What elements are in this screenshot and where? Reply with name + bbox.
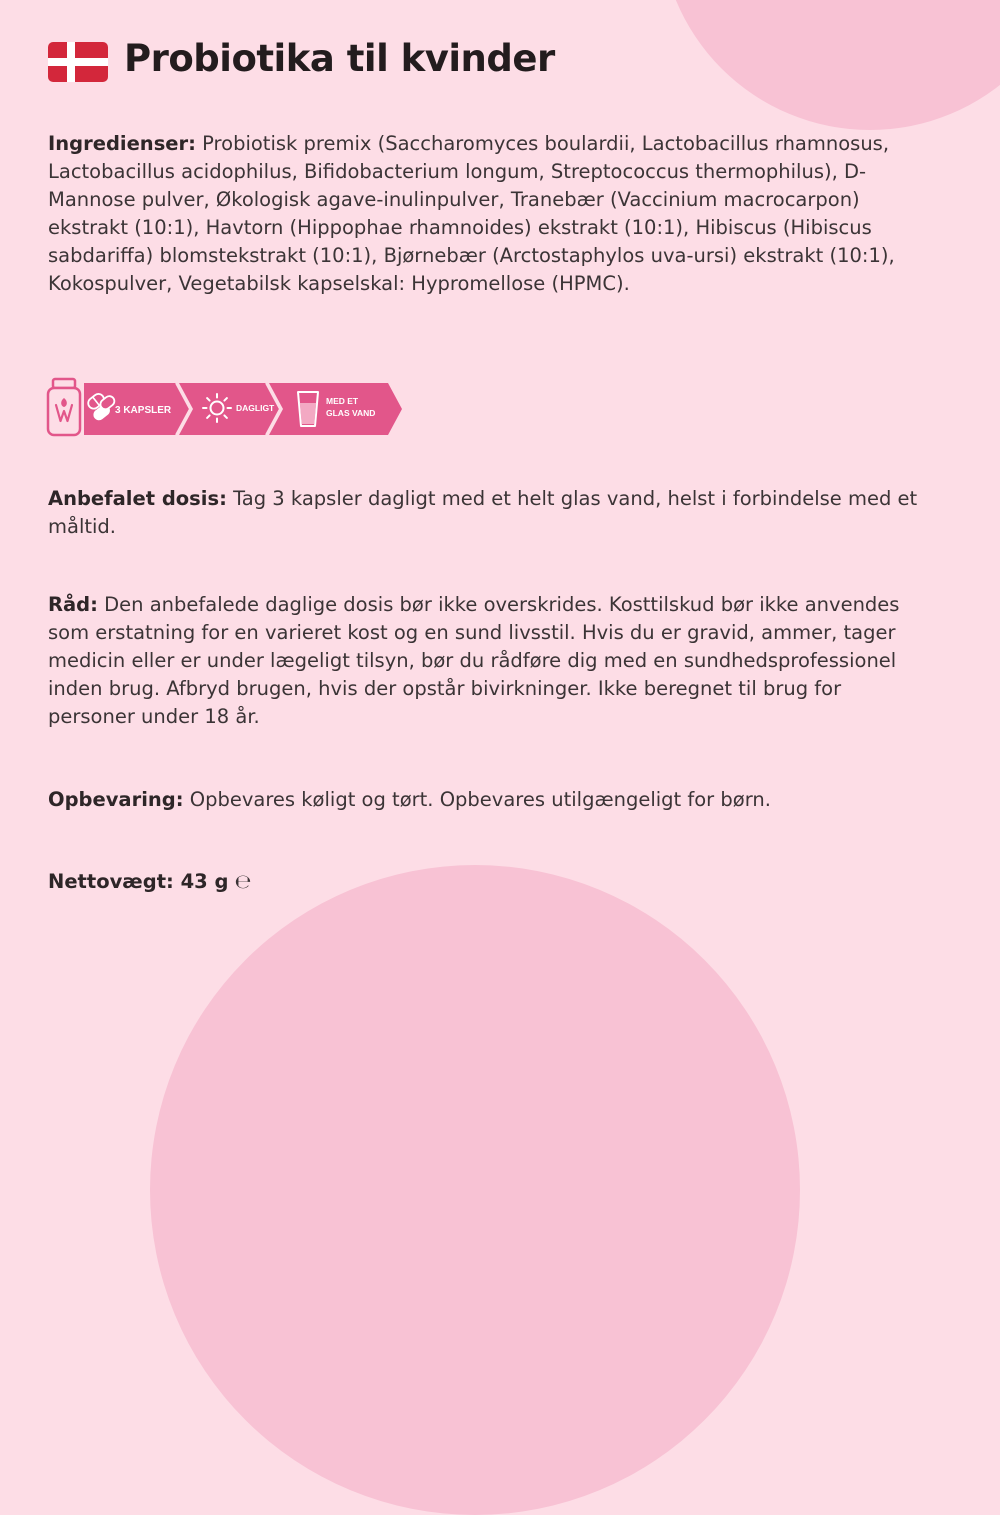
recommended-dose-label: Anbefalet dosis: (48, 487, 227, 510)
storage-text: Opbevares køligt og tørt. Opbevares utilgængeligt for børn. (183, 788, 771, 811)
ingredients-section (48, 130, 928, 298)
ingredients-label: Ingredienser: (48, 132, 196, 155)
advice-text: Den anbefalede daglige dosis bør ikke overskrides. Kosttilskud bør ikke anvendes som erstatning for en varieret kost og en sund livsstil. Hvis du er gravid, ammer, tager medicin eller er under lægeligt tilsyn, bør du rådføre dig med en sundhedsprofessionel inden brug. Afbryd brugen, hvis der opstår bivirkninger. Ikke beregnet til brug for personer under 18 år. (48, 593, 900, 728)
storage-section (48, 786, 928, 814)
advice-section (48, 591, 928, 731)
estimated-sign-icon: ℮ (234, 870, 252, 893)
ingredients-text: Probiotisk premix (Saccharomyces boulardii, Lactobacillus rhamnosus, Lactobacillus acidophilus, Bifidobacterium longum, Streptococcus thermophilus), D-Mannose pulver, Økologisk agave-inulinpulver, Tranebær (Vaccinium macrocarpon) ekstrakt (10:1), Havtorn (Hippophae rhamnoides) ekstrakt (10:1), Hibiscus (Hibiscus sabdariffa) blomstekstrakt (10:1), Bjørnebær (Arctostaphylos uva-ursi) ekstrakt (10:1), Kokospulver, Vegetabilsk kapselskal: Hypromellose (HPMC). (48, 132, 895, 295)
page-title: Probiotika til kvinder (124, 37, 555, 80)
dosage-graphic (44, 375, 414, 439)
supplement-jar-icon (48, 379, 80, 435)
step-1-label: 3 KAPSLER (115, 405, 172, 416)
net-weight-section (48, 868, 928, 896)
step-3-label-line-1: MED ET (326, 396, 359, 406)
step-2-label: DAGLIGT (236, 403, 275, 413)
danish-flag-icon (48, 42, 108, 82)
decorative-circle-bottom (150, 865, 800, 1515)
recommended-dose-text: Tag 3 kapsler dagligt med et helt glas vand, helst i forbindelse med et måltid. (48, 487, 918, 538)
step-3-label-line-2: GLAS VAND (326, 408, 376, 418)
recommended-dose-section (48, 485, 928, 541)
storage-label: Opbevaring: (48, 788, 184, 811)
decorative-circle-top (660, 0, 1000, 130)
net-weight-label: Nettovægt: 43 g (48, 870, 229, 893)
advice-label: Råd: (48, 593, 98, 616)
